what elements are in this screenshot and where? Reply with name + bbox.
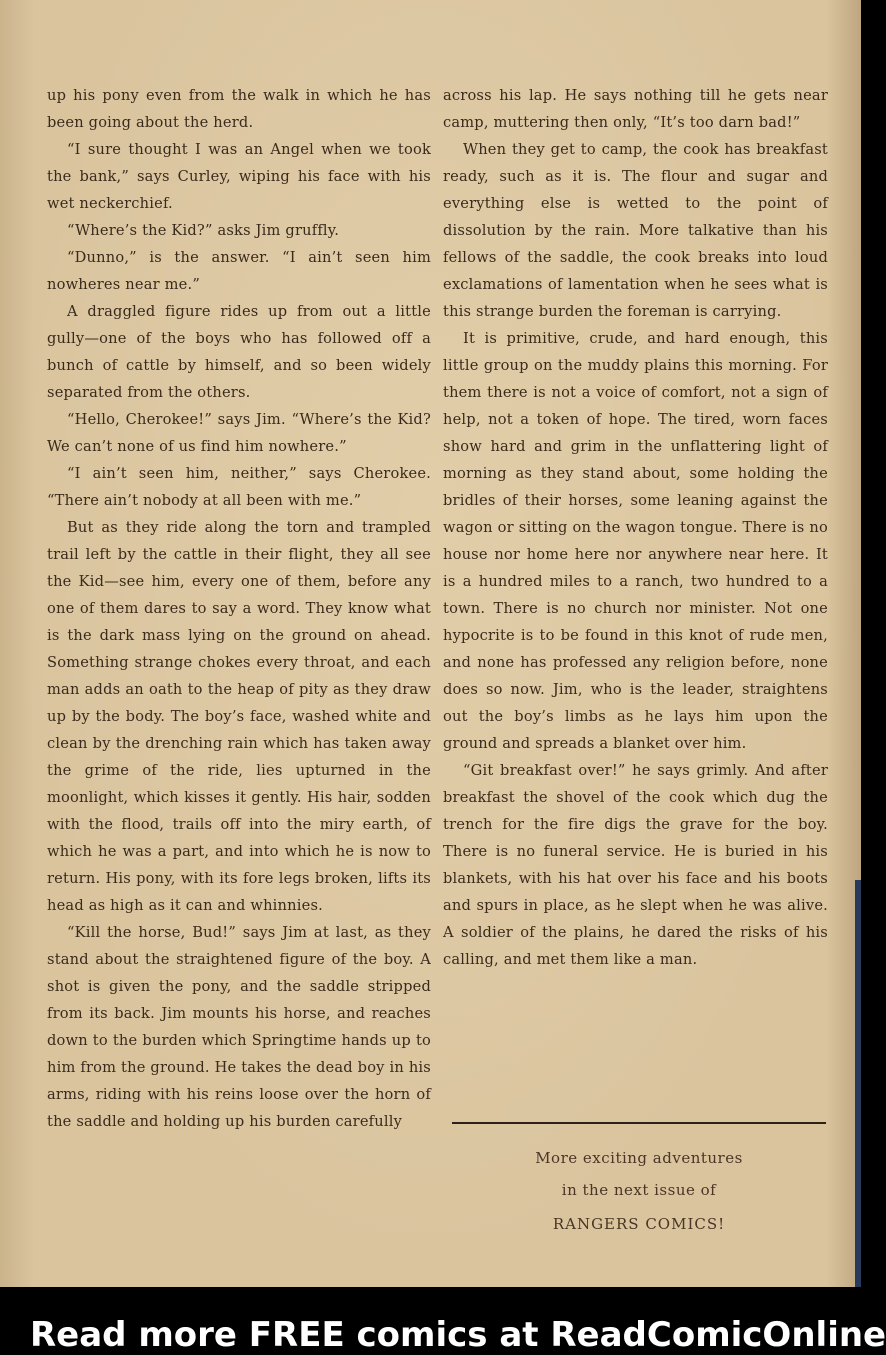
promo-title: RANGERS COMICS!	[552, 1215, 726, 1233]
promo-line: in the next issue of	[561, 1181, 717, 1199]
paragraph: “I ain’t seen him, neither,” says Cherokee. “There ain’t nobody at all been with me.”	[47, 465, 431, 509]
page-edge-strip	[855, 880, 861, 1287]
right-text-column	[443, 82, 828, 973]
paragraph: “Where’s the Kid?” asks Jim gruffly.	[67, 222, 340, 239]
promo-line: More exciting adventures	[535, 1149, 743, 1167]
paragraph: But as they ride along the torn and trampled trail left by the cattle in their flight, they all see the Kid—see him, every one of them, before any one of them dares to say a word. They know what is the dark mass lying on the ground on ahead. Something strange chokes every throat, and each man adds an oath to the heap of pity as they draw up by the body. The boy’s face, washed white and clean by the drenching rain which has taken away the grime of the ride, lies upturned in the moonlight, which kisses it gently. His hair, sodden with the flood, trails off into the miry earth, of which he was a part, and into which he is now to return. His pony, with its fore legs broken, lifts its head as high as it can and whinnies.	[47, 519, 431, 914]
paragraph: “Hello, Cherokee!” says Jim. “Where’s the Kid? We can’t none of us find him nowhere.”	[47, 411, 431, 455]
paragraph: “Kill the horse, Bud!” says Jim at last, as they stand about the straightened figure of the boy. A shot is given the pony, and the saddle stripped from its back. Jim mounts his horse, and reaches down to the burden which Springtime hands up to him from the ground. He takes the dead boy in his arms, riding with his reins loose over the horn of the saddle and holding up his burden carefully	[47, 924, 431, 1130]
paragraph: It is primitive, crude, and hard enough, this little group on the muddy plains this morning. For them there is not a voice of comfort, not a sign of help, not a token of hope. The tired, worn faces show hard and grim in the unflattering light of morning as they stand about, some holding the bridles of their horses, some leaning against the wagon or sitting on the wagon tongue. There is no house nor home here nor anywhere near here. It is a hundred miles to a ranch, two hundred to a town. There is no church nor minister. Not one hypocrite is to be found in this knot of rude men, and none has professed any religion before, none does so now. Jim, who is the leader, straightens out the boy’s limbs as he lays him upon the ground and spreads a blanket over him.	[443, 330, 828, 752]
banner-text: Read more FREE comics at ReadComicOnline	[30, 1315, 886, 1355]
section-divider	[452, 1122, 826, 1124]
footer-banner	[0, 1287, 886, 1355]
paragraph: When they get to camp, the cook has breakfast ready, such as it is. The flour and sugar and everything else is wetted to the point of dissolution by the rain. More talkative than his fellows of the saddle, the cook breaks into loud exclamations of lamentation when he sees what is this strange burden the foreman is carrying.	[443, 141, 828, 320]
next-issue-promo	[452, 1142, 826, 1240]
paragraph: “Dunno,” is the answer. “I ain’t seen him nowheres near me.”	[47, 249, 431, 293]
left-text-column	[47, 82, 431, 1135]
paragraph: “I sure thought I was an Angel when we took the bank,” says Curley, wiping his face with his wet neckerchief.	[47, 141, 431, 212]
paragraph: “Git breakfast over!” he says grimly. And after breakfast the shovel of the cook which dug the trench for the fire digs the grave for the boy. There is no funeral service. He is buried in his blankets, with his hat over his face and his boots and spurs in place, as he slept when he was alive. A soldier of the plains, he dared the risks of his calling, and met them like a man.	[443, 762, 828, 968]
paragraph: up his pony even from the walk in which he has been going about the herd.	[47, 87, 431, 131]
paragraph: A draggled figure rides up from out a little gully—one of the boys who has followed off a bunch of cattle by himself, and so been widely separated from the others.	[47, 303, 431, 401]
paragraph: across his lap. He says nothing till he gets near camp, muttering then only, “It’s too darn bad!”	[443, 87, 828, 131]
